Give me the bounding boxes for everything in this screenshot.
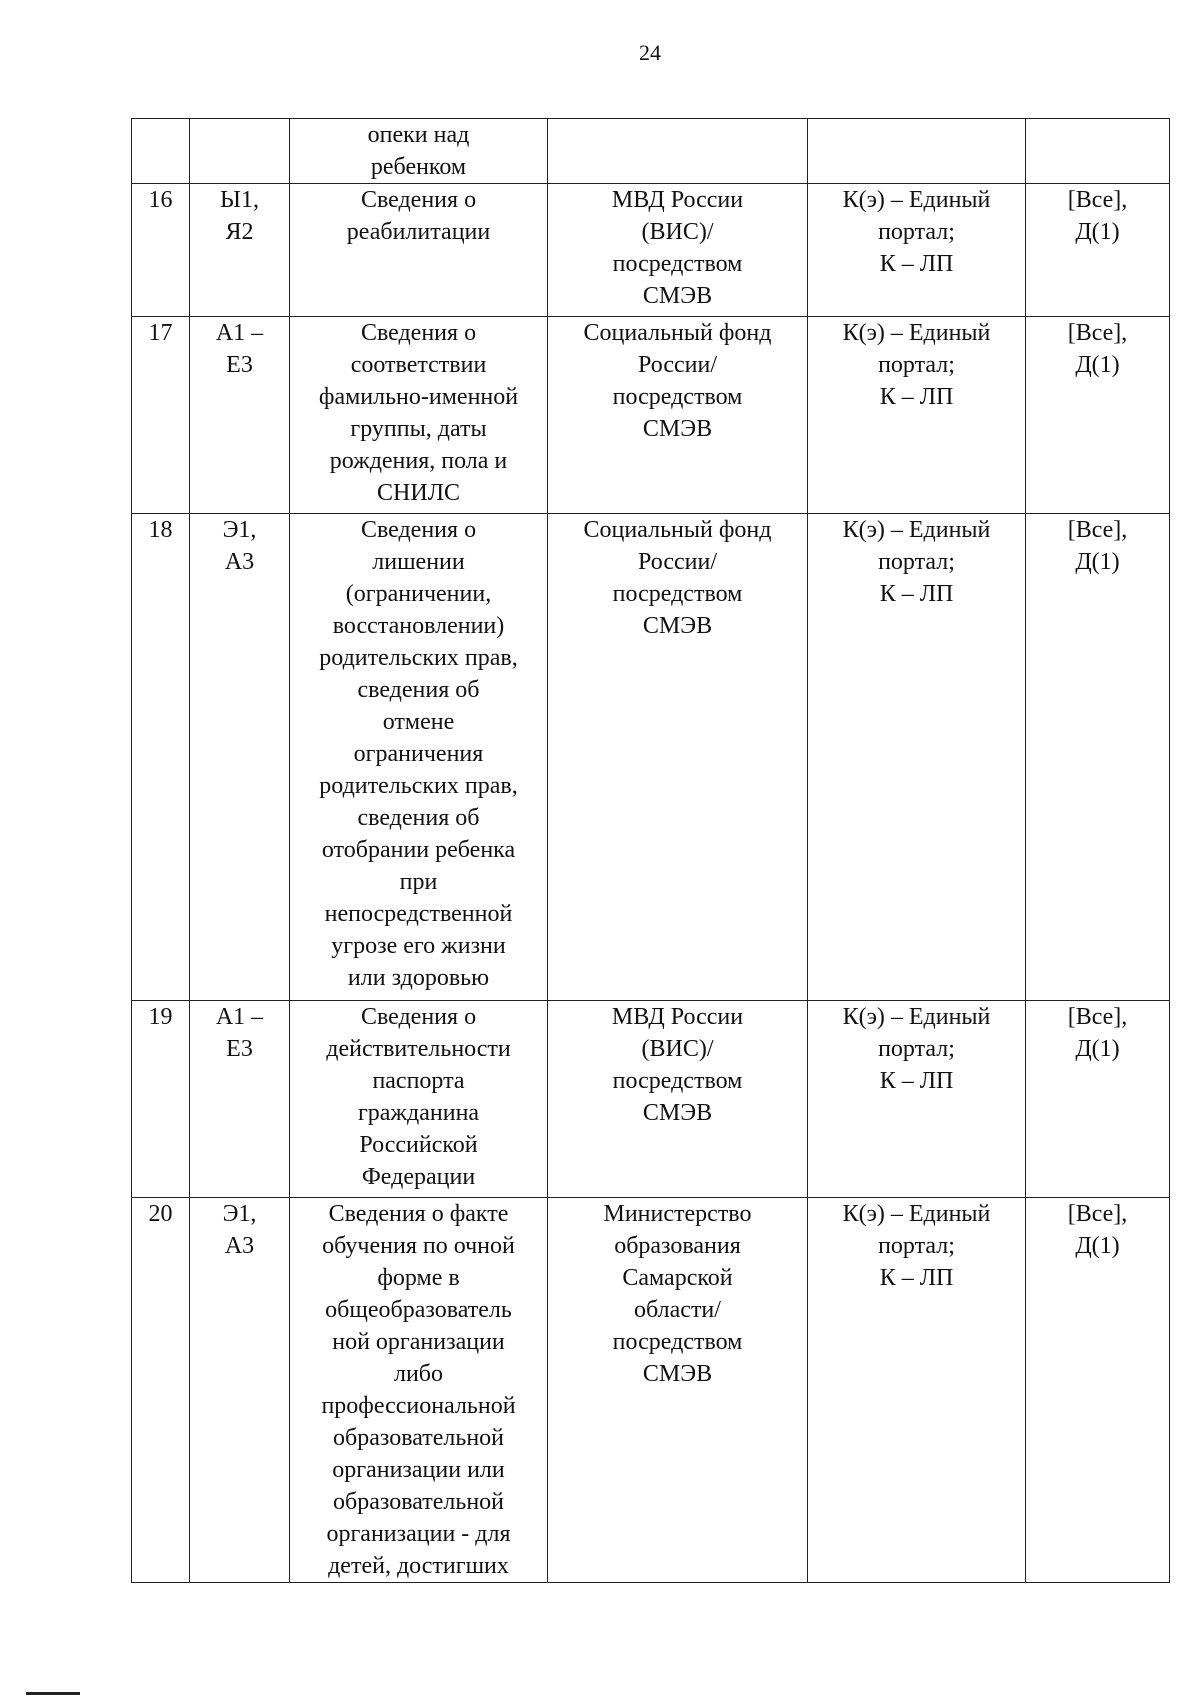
cell-code: А1 – Е3 <box>190 1001 290 1198</box>
cell-info: Сведения о лишении (ограничении, восстановлении) родительских прав, сведения об отмене ограничения родительских прав, сведения об отобрании ребенка при непосредственной угрозе его жизни или здоровью <box>290 514 548 1001</box>
cell-method: К(э) – Единый портал; К – ЛП <box>808 514 1026 1001</box>
cell-method <box>808 119 1026 184</box>
cell-code <box>190 119 290 184</box>
cell-code: А1 – Е3 <box>190 317 290 514</box>
cell-method: К(э) – Единый портал; К – ЛП <box>808 184 1026 317</box>
cell-code: Ы1, Я2 <box>190 184 290 317</box>
table-row <box>132 317 1170 514</box>
cell-scope: [Все], Д(1) <box>1026 184 1170 317</box>
cell-scope <box>1026 119 1170 184</box>
cell-scope: [Все], Д(1) <box>1026 514 1170 1001</box>
table-row <box>132 1198 1170 1583</box>
cell-source: МВД России (ВИС)/ посредством СМЭВ <box>548 1001 808 1198</box>
table-row-continuation <box>132 119 1170 184</box>
cell-source: Социальный фонд России/ посредством СМЭВ <box>548 514 808 1001</box>
cell-number: 19 <box>132 1001 190 1198</box>
cell-info: Сведения о действительности паспорта гражданина Российской Федерации <box>290 1001 548 1198</box>
cell-number: 16 <box>132 184 190 317</box>
cell-source <box>548 119 808 184</box>
cell-number: 17 <box>132 317 190 514</box>
cell-scope: [Все], Д(1) <box>1026 317 1170 514</box>
cell-source: Министерство образования Самарской области/ посредством СМЭВ <box>548 1198 808 1583</box>
cell-number <box>132 119 190 184</box>
cell-info: Сведения о реабилитации <box>290 184 548 317</box>
table-row <box>132 184 1170 317</box>
cell-method: К(э) – Единый портал; К – ЛП <box>808 1001 1026 1198</box>
cell-method: К(э) – Единый портал; К – ЛП <box>808 317 1026 514</box>
table-row <box>132 514 1170 1001</box>
cell-number: 18 <box>132 514 190 1001</box>
cell-info: опеки над ребенком <box>290 119 548 184</box>
cell-info: Сведения о факте обучения по очной форме в общеобразователь ной организации либо профессиональной образовательной организации или образовательной организации - для детей, достигших <box>290 1198 548 1583</box>
cell-scope: [Все], Д(1) <box>1026 1198 1170 1583</box>
cell-info: Сведения о соответствии фамильно-именной группы, даты рождения, пола и СНИЛС <box>290 317 548 514</box>
footer-divider <box>26 1692 80 1695</box>
data-table <box>131 118 1170 1583</box>
cell-source: Социальный фонд России/ посредством СМЭВ <box>548 317 808 514</box>
page-number: 24 <box>639 40 661 65</box>
cell-method: К(э) – Единый портал; К – ЛП <box>808 1198 1026 1583</box>
cell-code: Э1, А3 <box>190 514 290 1001</box>
cell-source: МВД России (ВИС)/ посредством СМЭВ <box>548 184 808 317</box>
table-row <box>132 1001 1170 1198</box>
cell-number: 20 <box>132 1198 190 1583</box>
cell-scope: [Все], Д(1) <box>1026 1001 1170 1198</box>
cell-code: Э1, А3 <box>190 1198 290 1583</box>
